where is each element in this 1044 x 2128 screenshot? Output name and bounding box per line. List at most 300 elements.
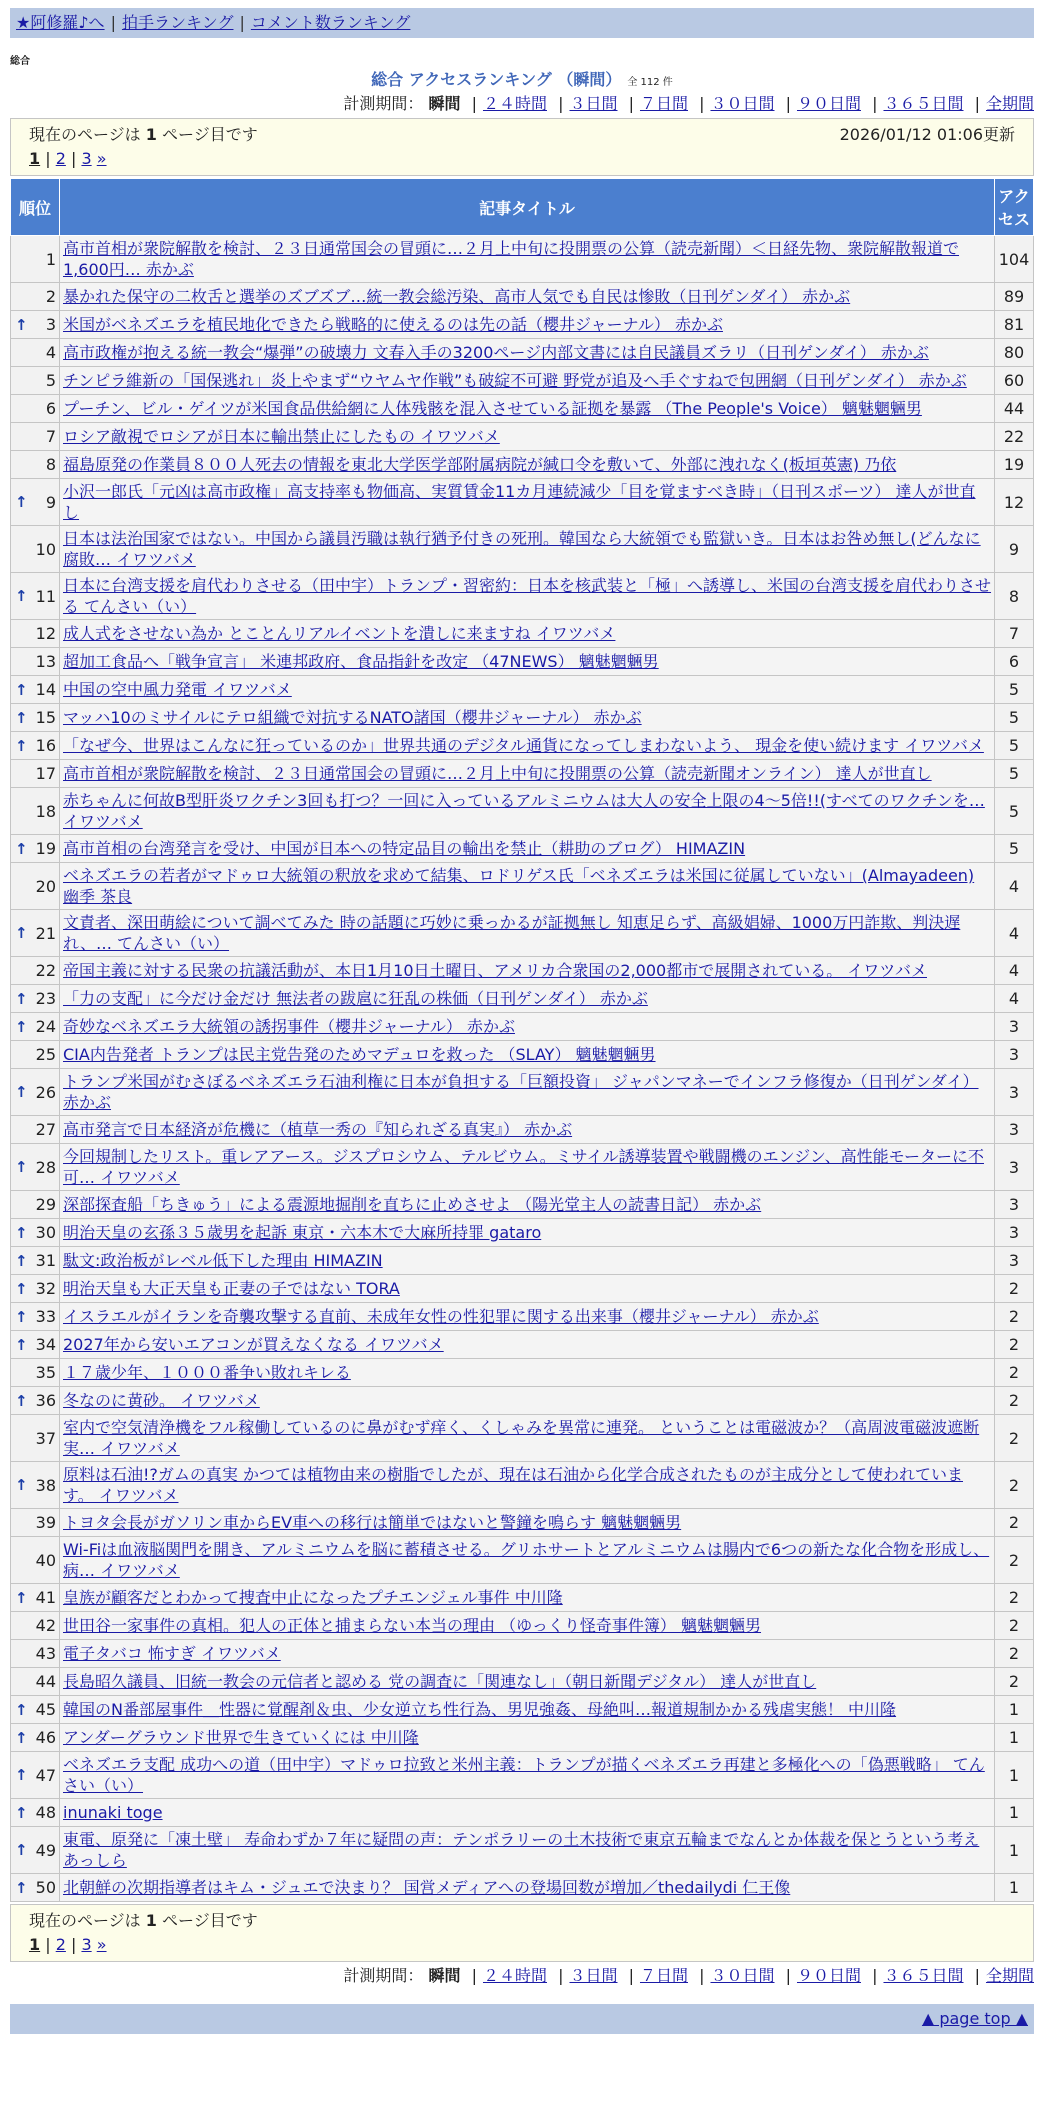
rank-cell [11,648,60,676]
article-title-link[interactable]: プーチン、ビル・ゲイツが米国食品供給網に人体残骸を混入させている証拠を暴露 （The People's Voice） 魑魅魍魎男 [63,399,922,418]
page-2-link[interactable]: 2 [55,1935,66,1954]
table-row [11,1752,1034,1799]
period-90d[interactable]: ９０日間 [796,94,861,113]
title-cell [60,451,995,479]
table-row [11,236,1034,283]
title-cell [60,367,995,395]
article-title-link[interactable]: ベネズエラ支配 成功への道（田中宇）マドゥロ拉致と米州主義：トランプが描くベネズエラ再建と多極化への「偽悪戦略」 てんさい（い） [63,1755,985,1795]
rank-number: 38 [35,1475,56,1495]
table-row [11,1799,1034,1827]
rank-cell [11,863,60,910]
access-count: 2 [995,1668,1034,1696]
article-title-link[interactable]: 高市首相が衆院解散を検討、２３日通常国会の冒頭に…２月上中旬に投開票の公算（読売新聞）＜日経先物、衆院解散報道で1,600円… 赤かぶ [63,239,960,279]
title-cell [60,620,995,648]
title-cell [60,1219,995,1247]
title-cell [60,704,995,732]
title-cell [60,1696,995,1724]
article-title-link[interactable]: 2027年から安いエアコンが買えなくなる イワツバメ [63,1335,444,1354]
title-cell [60,1827,995,1874]
title-cell [60,573,995,620]
rank-cell [11,1041,60,1069]
page-3-link[interactable]: 3 [81,149,92,168]
rank-cell [11,1509,60,1537]
article-title-link[interactable]: 韓国のN番部屋事件＿性器に覚醒剤＆虫、少女逆立ち性行為、男児強姦、母絶叫…報道規制かかる残虐実態！ 中川隆 [63,1700,897,1719]
up-arrow-icon: ↑ [15,1251,28,1270]
period-7d[interactable]: ７日間 [639,94,688,113]
rank-number: 16 [35,736,56,755]
rank-number: 47 [35,1765,56,1785]
rank-number: 7 [45,427,56,446]
up-arrow-icon: ↑ [15,924,28,942]
article-title-link[interactable]: 世田谷一家事件の真相。犯人の正体と捕まらない本当の理由 （ゆっくり怪奇事件簿） 魑魅魍魎男 [63,1616,762,1635]
access-count: 4 [995,863,1034,910]
table-row [11,1724,1034,1752]
rank-number: 4 [45,343,56,362]
access-count: 2 [995,1359,1034,1387]
page-1: 1 [29,1935,41,1954]
article-title-link[interactable]: 帝国主義に対する民衆の抗議活動が、本日1月10日土曜日、アメリカ合衆国の2,000都市で展開されている。 イワツバメ [63,961,927,980]
table-row [11,910,1034,957]
title-cell [60,1387,995,1415]
rank-number: 40 [35,1550,56,1570]
rank-number: 28 [35,1157,56,1177]
article-title-link[interactable]: Wi-Fiは血液脳関門を開き、アルミニウムを脳に蓄積させる。グリホサートとアルミニウムは腸内で6つの新たな化合物を形成し、病… イワツバメ [63,1540,990,1580]
comment-ranking-link[interactable]: コメント数ランキング [250,13,411,32]
access-count: 19 [995,451,1034,479]
title-cell [60,985,995,1013]
article-title-link[interactable]: 北朝鮮の次期指導者はキム・ジュエで決まり？ 国営メディアへの登場回数が増加／thedailydi 仁王像 [63,1878,791,1897]
rank-number: 9 [45,492,56,512]
access-count: 2 [995,1275,1034,1303]
rank-number: 31 [35,1251,56,1270]
table-row [11,1303,1034,1331]
rank-number: 3 [45,315,56,334]
article-title-link[interactable]: 「なぜ今、世界はこんなに狂っているのか」世界共通のデジタル通貨になってしまわないよう、 現金を使い続けます イワツバメ [63,736,984,755]
rank-cell [11,479,60,526]
title-cell [60,1724,995,1752]
article-title-link[interactable]: 深部探査船「ちきゅう」による震源地掘削を直ちに止めさせよ （陽光堂主人の読書日記） 赤かぶ [63,1195,762,1214]
period-7d[interactable]: ７日間 [639,1966,688,1985]
table-row [11,760,1034,788]
access-count: 4 [995,910,1034,957]
title-cell [60,1247,995,1275]
period-current: 瞬間 [428,94,461,113]
title-cell [60,1799,995,1827]
rank-number: 32 [35,1279,56,1298]
rank-cell [11,1462,60,1509]
article-title-link[interactable]: 明治天皇も大正天皇も正妻の子ではない TORA [63,1279,400,1298]
access-count: 3 [995,1041,1034,1069]
period-30d[interactable]: ３０日間 [710,1966,775,1985]
rank-cell [11,311,60,339]
up-arrow-icon: ↑ [15,989,28,1008]
article-title-link[interactable]: 今回規制したリスト。重レアアース。ジスプロシウム、テルビウム。ミサイル誘導装置や戦闘機のエンジン、高性能モーターに不可… イワツバメ [63,1147,984,1187]
title-cell [60,1275,995,1303]
rank-number: 19 [35,839,56,858]
rank-cell [11,1387,60,1415]
article-title-link[interactable]: 超加工食品へ「戦争宣言」 米連邦政府、食品指針を改定 （47NEWS） 魑魅魍魎男 [63,652,659,671]
rank-number: 42 [35,1616,56,1635]
rank-number: 24 [35,1017,56,1036]
period-all[interactable]: 全期間 [985,94,1034,113]
rank-number: 50 [35,1878,56,1897]
access-count: 81 [995,311,1034,339]
table-row [11,1116,1034,1144]
rank-cell [11,1799,60,1827]
article-title-link[interactable]: イスラエルがイランを奇襲攻撃する直前、未成年女性の性犯罪に関する出来事（櫻井ジャーナル） 赤かぶ [63,1307,819,1326]
period-3d[interactable]: ３日間 [569,1966,618,1985]
title-cell [60,311,995,339]
rank-number: 13 [35,652,56,671]
access-count: 3 [995,1069,1034,1116]
table-row [11,1069,1034,1116]
table-row [11,1874,1034,1902]
title-cell [60,1144,995,1191]
article-title-link[interactable]: 原料は石油!?ガムの真実 かつては植物由来の樹脂でしたが、現在は石油から化学合成されたものが主成分として使われています。 イワツバメ [63,1465,963,1505]
access-count: 2 [995,1584,1034,1612]
rank-number: 11 [35,586,56,606]
period-3d[interactable]: ３日間 [569,94,618,113]
rank-cell [11,760,60,788]
title-cell [60,835,995,863]
rank-number: 20 [35,876,56,896]
access-count: 7 [995,620,1034,648]
access-count: 5 [995,732,1034,760]
table-row [11,1219,1034,1247]
access-count: 1 [995,1752,1034,1799]
article-title-link[interactable]: 文責者、深田萌絵について調べてみた 時の話題に巧妙に乗っかるが証拠無し 知恵足らず、高級娼婦、1000万円詐欺、判決遅れ、… てんさい（い） [63,913,961,953]
article-title-link[interactable]: 赤ちゃんに何故B型肝炎ワクチン3回も打つ？一回に入っているアルミニウムは大人の安全上限の4～5倍!!(すべてのワクチンを… イワツバメ [63,791,985,831]
article-title-link[interactable]: 駄文:政治板がレベル低下した理由 HIMAZIN [63,1251,383,1270]
article-title-link[interactable]: 冬なのに黄砂。 イワツバメ [63,1391,260,1410]
up-arrow-icon: ↑ [15,1335,28,1354]
article-title-link[interactable]: ベネズエラの若者がマドゥロ大統領の釈放を求めて結集、ロドリゲス氏「ベネズエラは米国に従属していない」(Almayadeen) 幽季 茶良 [63,866,975,906]
rank-cell [11,236,60,283]
table-row [11,1827,1034,1874]
title-cell [60,1874,995,1902]
rank-number: 46 [35,1728,56,1747]
rank-cell [11,1640,60,1668]
title-cell [60,479,995,526]
ranking-table [10,178,1034,1902]
table-row [11,1144,1034,1191]
article-title-link[interactable]: 皇族が顧客だとわかって捜査中止になったプチエンジェル事件 中川隆 [63,1588,563,1607]
article-title-link[interactable]: 長島昭久議員、旧統一教会の元信者と認める 党の調査に「関連なし」（朝日新聞デジタル） 達人が世直し [63,1672,817,1691]
access-count: 3 [995,1116,1034,1144]
article-title-link[interactable]: １７歳少年、１０００番争い敗れキレる [63,1363,351,1382]
table-row [11,704,1034,732]
table-row [11,1331,1034,1359]
title-cell [60,1041,995,1069]
title-cell [60,1640,995,1668]
rank-number: 37 [35,1428,56,1448]
rank-number: 30 [35,1223,56,1242]
rank-number: 1 [45,249,56,269]
table-row [11,339,1034,367]
rank-cell [11,676,60,704]
up-arrow-icon: ↑ [15,680,28,699]
table-row [11,1041,1034,1069]
article-title-link[interactable]: 日本に台湾支援を肩代わりさせる（田中宇）トランプ・習密約：日本を核武装と「極」へ誘導し、米国の台湾支援を肩代わりさせる てんさい（い） [63,576,992,616]
rank-cell [11,1013,60,1041]
access-count: 3 [995,1191,1034,1219]
rank-cell [11,1359,60,1387]
table-row [11,1013,1034,1041]
access-count: 2 [995,1415,1034,1462]
period-24h[interactable]: ２４時間 [482,94,547,113]
article-title-link[interactable]: アンダーグラウンド世界で生きていくには 中川隆 [63,1728,419,1747]
access-count: 2 [995,1640,1034,1668]
header-title: 記事タイトル [60,179,995,236]
article-title-link[interactable]: 「力の支配」に今だけ金だけ 無法者の跋扈に狂乱の株価（日刊ゲンダイ） 赤かぶ [63,989,648,1008]
access-count: 8 [995,573,1034,620]
title-cell [60,863,995,910]
header-access: アクセス [995,179,1034,236]
rank-cell [11,985,60,1013]
current-page-text: 現在のページは 1 ページ目です [29,1911,258,1930]
title-cell [60,1415,995,1462]
rank-cell [11,732,60,760]
article-title-link[interactable]: ロシア敵視でロシアが日本に輸出禁止にしたもの イワツバメ [63,427,500,446]
up-arrow-icon: ↑ [15,1700,28,1719]
access-count: 44 [995,395,1034,423]
article-title-link[interactable]: 高市首相の台湾発言を受け、中国が日本への特定品目の輸出を禁止（耕助のブログ） HIMAZIN [63,839,746,858]
rank-cell [11,788,60,835]
home-link[interactable]: ★阿修羅♪へ [16,13,105,32]
rank-number: 39 [35,1513,56,1532]
article-title-link[interactable]: 室内で空気清浄機をフル稼働しているのに鼻がむず痒く、くしゃみを異常に連発。 ということは電磁波か？（高周波電磁波遮断実… イワツバメ [63,1418,980,1458]
title-cell [60,788,995,835]
rank-cell [11,339,60,367]
article-title-link[interactable]: 中国の空中風力発電 イワツバメ [63,680,292,699]
table-row [11,1191,1034,1219]
page-2-link[interactable]: 2 [55,149,66,168]
page-links: 1 | 2 | 3 » [29,149,107,168]
title-cell [60,910,995,957]
rank-cell [11,704,60,732]
access-count: 1 [995,1696,1034,1724]
table-row [11,283,1034,311]
table-row [11,676,1034,704]
article-title-link[interactable]: 高市発言で日本経済が危機に（植草一秀の『知られざる真実』） 赤かぶ [63,1120,573,1139]
rank-number: 10 [35,539,56,559]
table-row [11,1668,1034,1696]
period-30d[interactable]: ３０日間 [710,94,775,113]
article-title-link[interactable]: 米国がベネズエラを植民地化できたら戦略的に使えるのは先の話（櫻井ジャーナル） 赤かぶ [63,315,723,334]
article-title-link[interactable]: トヨタ会長がガソリン車からEV車への移行は簡単ではないと警鐘を鳴らす 魑魅魍魎男 [63,1513,682,1532]
pager-bottom [10,1904,1034,1962]
table-row [11,1640,1034,1668]
nav-separator: | [110,13,116,32]
table-row [11,1275,1034,1303]
rank-cell [11,395,60,423]
access-count: 5 [995,760,1034,788]
table-row [11,620,1034,648]
up-arrow-icon: ↑ [15,1391,28,1410]
article-title-link[interactable]: 高市首相が衆院解散を検討、２３日通常国会の冒頭に…２月上中旬に投開票の公算（読売新聞オンライン） 達人が世直し [63,764,932,783]
article-title-link[interactable]: チンピラ維新の「国保逃れ」炎上やまず“ウヤムヤ作戦”も破綻不可避 野党が追及へ手ぐすねで包囲網（日刊ゲンダイ） 赤かぶ [63,371,967,390]
title-cell [60,1116,995,1144]
title-cell [60,1752,995,1799]
period-all[interactable]: 全期間 [985,1966,1034,1985]
article-title-link[interactable]: トランプ米国がむさぼるベネズエラ石油利権に日本が負担する「巨額投資」 ジャパンマネーでインフラ修復か（日刊ゲンダイ） 赤かぶ [63,1072,979,1112]
rank-cell [11,1331,60,1359]
table-row [11,1387,1034,1415]
table-row [11,957,1034,985]
access-count: 80 [995,339,1034,367]
period-selector-bottom: 計測期間： 瞬間 | ２４時間 | ３日間 | ７日間 | ３０日間 | ９０日間 | ３６５日間 | 全期間 [343,1966,1034,1985]
title-cell [60,1612,995,1640]
rank-cell [11,1612,60,1640]
title-cell [60,1191,995,1219]
table-row [11,395,1034,423]
article-title-link[interactable]: 東電、原発に「凍土壁」 寿命わずか７年に疑問の声：テンポラリーの土木技術で東京五輪までなんとか体裁を保とうという考えあっしら [63,1830,980,1870]
period-selector-top: 計測期間： 瞬間 | ２４時間 | ３日間 | ７日間 | ３０日間 | ９０日間 | ３６５日間 | 全期間 [343,94,1034,113]
header-rank: 順位 [11,179,60,236]
up-arrow-icon: ↑ [15,1279,28,1298]
table-row [11,732,1034,760]
access-count: 2 [995,1331,1034,1359]
article-title-link[interactable]: 成人式をさせない為か とことんリアルイベントを潰しに来ますね イワツバメ [63,624,616,643]
table-row [11,311,1034,339]
up-arrow-icon: ↑ [15,1083,28,1101]
rank-cell [11,1191,60,1219]
title-cell [60,283,995,311]
footer-bar [10,2004,1034,2034]
page-title-line [10,67,1034,90]
title-cell [60,339,995,367]
up-arrow-icon: ↑ [15,1803,28,1822]
up-arrow-icon: ↑ [15,587,28,605]
rank-number: 45 [35,1700,56,1719]
access-count: 1 [995,1799,1034,1827]
rank-cell [11,620,60,648]
title-cell [60,1509,995,1537]
period-90d[interactable]: ９０日間 [796,1966,861,1985]
article-title-link[interactable]: 小沢一郎氏「元凶は高市政権」高支持率も物価高、実質賃金11カ月連続減少「目を覚ますべき時」（日刊スポーツ） 達人が世直し [63,482,976,522]
article-title-link[interactable]: 福島原発の作業員８００人死去の情報を東北大学医学部附属病院が緘口令を敷いて、外部に洩れなく(板垣英憲) 乃依 [63,455,897,474]
next-page-link[interactable]: » [96,149,107,168]
up-arrow-icon: ↑ [15,1307,28,1326]
table-row [11,1537,1034,1584]
rank-cell [11,1537,60,1584]
rank-number: 12 [35,624,56,643]
title-cell [60,732,995,760]
rank-cell [11,573,60,620]
article-title-link[interactable]: 電子タバコ 怖すぎ イワツバメ [63,1644,281,1663]
rank-number: 18 [35,801,56,821]
updated-timestamp: 2026/01/12 01:06更新 [839,125,1015,144]
title-cell [60,1331,995,1359]
rank-cell [11,1874,60,1902]
rank-cell [11,1752,60,1799]
article-title-link[interactable]: CIA内告発者 トランプは民主党告発のためマデュロを救った （SLAY） 魑魅魍魎男 [63,1045,656,1064]
rank-cell [11,1275,60,1303]
access-count: 3 [995,1013,1034,1041]
up-arrow-icon: ↑ [15,1878,28,1897]
rank-cell [11,526,60,573]
article-title-link[interactable]: 明治天皇の玄孫３５歳男を起訴 東京・六本木で大麻所持罪 gataro [63,1223,542,1242]
rank-cell [11,1069,60,1116]
access-count: 1 [995,1724,1034,1752]
up-arrow-icon: ↑ [15,1766,28,1784]
period-24h[interactable]: ２４時間 [482,1966,547,1985]
up-arrow-icon: ↑ [15,1158,28,1176]
rank-cell [11,1724,60,1752]
rank-number: 15 [35,708,56,727]
rank-number: 2 [45,287,56,306]
period-365d[interactable]: ３６５日間 [883,94,964,113]
title-cell [60,1069,995,1116]
rank-number: 14 [35,680,56,699]
rank-number: 49 [35,1840,56,1860]
next-page-link[interactable]: » [96,1935,107,1954]
page-3-link[interactable]: 3 [81,1935,92,1954]
access-count: 2 [995,1537,1034,1584]
title-cell [60,648,995,676]
rank-number: 48 [35,1803,56,1822]
rank-number: 27 [35,1120,56,1139]
rank-number: 33 [35,1307,56,1326]
rank-cell [11,910,60,957]
article-title-link[interactable]: inunaki toge [63,1803,163,1822]
rank-number: 5 [45,371,56,390]
current-page-text: 現在のページは 1 ページ目です [29,125,258,144]
rank-cell [11,1584,60,1612]
table-row [11,526,1034,573]
rank-number: 41 [35,1588,56,1607]
rank-number: 34 [35,1335,56,1354]
rank-cell [11,283,60,311]
table-row [11,1612,1034,1640]
up-arrow-icon: ↑ [15,1588,28,1607]
access-count: 4 [995,985,1034,1013]
rank-number: 23 [35,989,56,1008]
table-row [11,423,1034,451]
rank-cell [11,1303,60,1331]
access-count: 6 [995,648,1034,676]
article-title-link[interactable]: 日本は法治国家ではない。中国から議員汚職は執行猶予付きの死刑。韓国なら大統領でも監獄いき。日本はお咎め無し(どんなに腐敗… イワツバメ [63,529,981,569]
period-365d[interactable]: ３６５日間 [883,1966,964,1985]
nav-separator: | [239,13,245,32]
title-cell [60,1584,995,1612]
access-count: 89 [995,283,1034,311]
rank-cell [11,1144,60,1191]
up-arrow-icon: ↑ [15,1841,28,1859]
rank-cell [11,367,60,395]
rank-cell [11,835,60,863]
title-cell [60,395,995,423]
table-row [11,1509,1034,1537]
up-arrow-icon: ↑ [15,1476,28,1494]
access-count: 5 [995,835,1034,863]
article-title-link[interactable]: 高市政権が抱える統一教会“爆弾”の破壊力 文春入手の3200ページ内部文書には自民議員ズラリ（日刊ゲンダイ） 赤かぶ [63,343,929,362]
pager-top [10,118,1034,176]
article-title-link[interactable]: 暴かれた保守の二枚舌と選挙のズブズブ…統一教会総汚染、高市人気でも自民は惨敗（日刊ゲンダイ） 赤かぶ [63,287,851,306]
access-count: 1 [995,1827,1034,1874]
rank-cell [11,451,60,479]
rank-cell [11,1668,60,1696]
category-label: 総合 [10,56,30,67]
title-cell [60,760,995,788]
page-top-link[interactable]: ▲ page top ▲ [921,2009,1028,2028]
page-1: 1 [29,149,41,168]
table-row [11,367,1034,395]
rank-cell [11,423,60,451]
article-title-link[interactable]: マッハ10のミサイルにテロ組織で対抗するNATO諸国（櫻井ジャーナル） 赤かぶ [63,708,642,727]
article-title-link[interactable]: 奇妙なベネズエラ大統領の誘拐事件（櫻井ジャーナル） 赤かぶ [63,1017,515,1036]
applause-ranking-link[interactable]: 拍手ランキング [121,13,234,32]
